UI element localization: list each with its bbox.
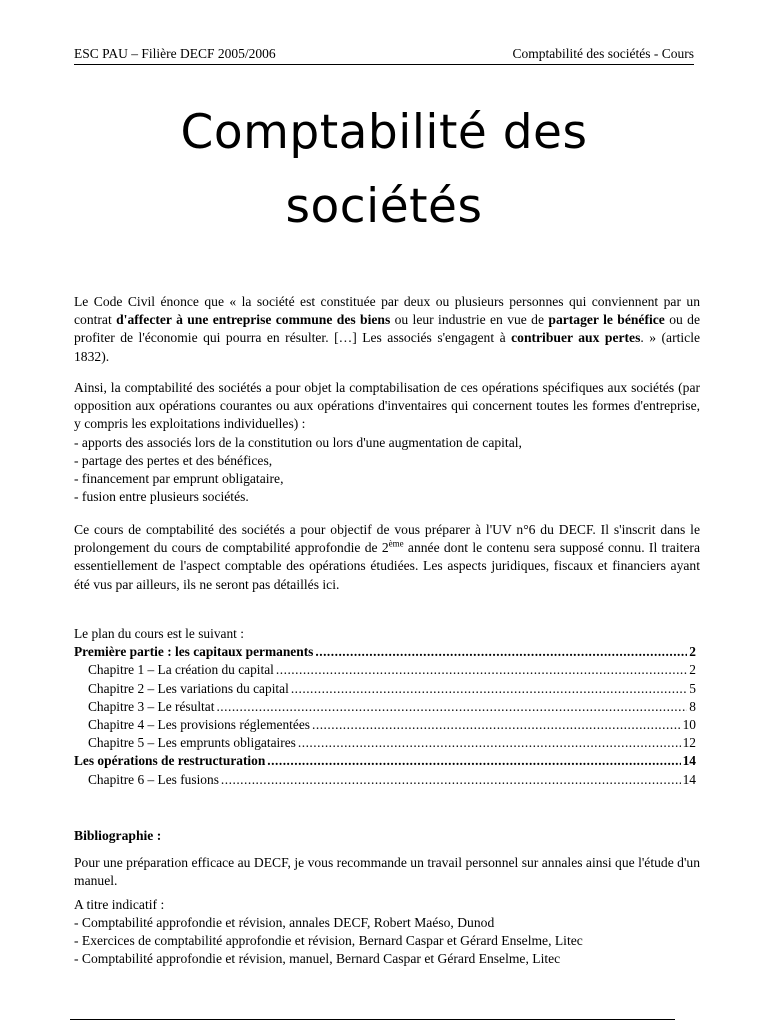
toc-label: Chapitre 4 – Les provisions réglementées bbox=[88, 717, 311, 733]
toc-page-number: 10 bbox=[682, 717, 696, 733]
operation-list-item: - apports des associés lors de la constitution ou lors d'une augmentation de capital, bbox=[74, 434, 522, 450]
intro-bold-2: partager le bénéfice bbox=[548, 312, 665, 328]
toc-page-number: 14 bbox=[682, 771, 696, 787]
title-line-1: Comptabilité des bbox=[180, 105, 588, 160]
bibliography-text: Pour une préparation efficace au DECF, je vous recommande un travail personnel sur annales ainsi que l'étude d'un manuel. bbox=[74, 855, 700, 889]
intro-bold-3: contribuer aux pertes bbox=[511, 330, 641, 346]
toc-entry-part-2[interactable] bbox=[74, 752, 696, 770]
cours-paragraph bbox=[74, 521, 700, 594]
intro-bold-1: d'affecter à une entreprise commune des biens bbox=[116, 312, 391, 328]
toc-leader-dots bbox=[221, 771, 681, 789]
toc-label: Chapitre 2 – Les variations du capital bbox=[88, 680, 289, 696]
operation-list-item: - financement par emprunt obligataire, bbox=[74, 471, 284, 487]
cours-text-2: année dont le contenu sera supposé connu. Il traitera essentiellement de l'aspect comptable des opérations étudiées. Les aspects juridiques, fiscaux et financiers ayant été vus par ailleurs, ils ne seront pas détaillés ici. bbox=[74, 540, 700, 592]
toc-page-number: 5 bbox=[689, 680, 696, 696]
bibliography-reference: - Comptabilité approfondie et révision, annales DECF, Robert Maéso, Dunod bbox=[74, 914, 495, 930]
toc-label: Chapitre 1 – La création du capital bbox=[88, 662, 274, 678]
table-of-contents bbox=[74, 625, 696, 789]
toc-leader-dots bbox=[276, 661, 687, 679]
toc-leader-dots bbox=[315, 643, 687, 661]
cours-text-1: Ce cours de comptabilité des sociétés a pour objectif de vous préparer à l'UV n°6 du DECF. Il s'inscrit dans le prolongement du cours de comptabilité approfondie de 2 bbox=[74, 522, 700, 556]
toc-leader-dots bbox=[267, 752, 680, 770]
toc-label: Chapitre 6 – Les fusions bbox=[88, 771, 219, 787]
toc-label: Chapitre 3 – Le résultat bbox=[88, 698, 215, 714]
toc-page-number: 14 bbox=[682, 753, 696, 769]
toc-entry-chapter-3[interactable] bbox=[74, 698, 696, 716]
intro-text-1: Le Code Civil énonce que « la société est constituée par deux ou plusieurs personnes qui conviennent par un contrat bbox=[74, 294, 700, 328]
intro-text-4: . » (article 1832). bbox=[74, 330, 701, 364]
toc-leader-dots bbox=[312, 716, 681, 734]
toc-entry-chapter-2[interactable] bbox=[74, 680, 696, 698]
ainsi-text: Ainsi, la comptabilité des sociétés a pour objet la comptabilisation de ces opérations spécifiques aux sociétés (par opposition aux opérations courantes ou aux opérations d'inventaires qui concernent toutes les formes d'entreprise, y compris les exploitations individuelles) : bbox=[74, 380, 700, 432]
bibliography-reference: - Comptabilité approfondie et révision, manuel, Bernard Caspar et Gérard Enselme, Litec bbox=[74, 951, 561, 967]
toc-label: Première partie : les capitaux permanents bbox=[74, 644, 314, 660]
bibliography-section bbox=[74, 827, 700, 968]
toc-page-number: 2 bbox=[689, 644, 696, 660]
toc-entry-chapter-5[interactable] bbox=[74, 734, 696, 752]
footer-rule bbox=[70, 1019, 675, 1020]
toc-entry-chapter-4[interactable] bbox=[74, 716, 696, 734]
toc-leader-dots bbox=[291, 680, 687, 698]
header-left: ESC PAU – Filière DECF 2005/2006 bbox=[74, 46, 276, 61]
intro-text-3: ou de profiter de l'économie qui pourra en résulter. […] Les associés s'engagent à bbox=[74, 312, 700, 346]
bibliography-reference: - Exercices de comptabilité approfondie et révision, Bernard Caspar et Gérard Enselme, Litec bbox=[74, 933, 583, 949]
toc-page-number: 8 bbox=[689, 698, 696, 714]
toc-label: Chapitre 5 – Les emprunts obligataires bbox=[88, 735, 296, 751]
intro-paragraph bbox=[74, 293, 700, 366]
operation-list-item: - partage des pertes et des bénéfices, bbox=[74, 452, 273, 468]
toc-page-number: 12 bbox=[682, 735, 696, 751]
toc-intro: Le plan du cours est le suivant : bbox=[74, 626, 244, 641]
toc-entry-chapter-6[interactable] bbox=[74, 771, 696, 789]
bibliography-indicatif: A titre indicatif : bbox=[74, 896, 165, 912]
bibliography-heading: Bibliographie : bbox=[74, 828, 162, 843]
toc-leader-dots bbox=[298, 734, 681, 752]
title-line-2: sociétés bbox=[285, 179, 483, 234]
toc-page-number: 2 bbox=[689, 662, 696, 678]
ainsi-paragraph bbox=[74, 379, 700, 506]
toc-leader-dots bbox=[216, 698, 687, 716]
cours-superscript: ème bbox=[388, 538, 404, 549]
toc-label: Les opérations de restructuration bbox=[74, 753, 266, 769]
intro-text-2: ou leur industrie en vue de bbox=[390, 312, 549, 328]
header-right: Comptabilité des sociétés - Cours bbox=[512, 46, 694, 61]
toc-entry-part-1[interactable] bbox=[74, 643, 696, 661]
document-title bbox=[74, 96, 694, 244]
operation-list-item: - fusion entre plusieurs sociétés. bbox=[74, 489, 249, 505]
page-header bbox=[74, 46, 694, 65]
toc-entry-chapter-1[interactable] bbox=[74, 661, 696, 679]
